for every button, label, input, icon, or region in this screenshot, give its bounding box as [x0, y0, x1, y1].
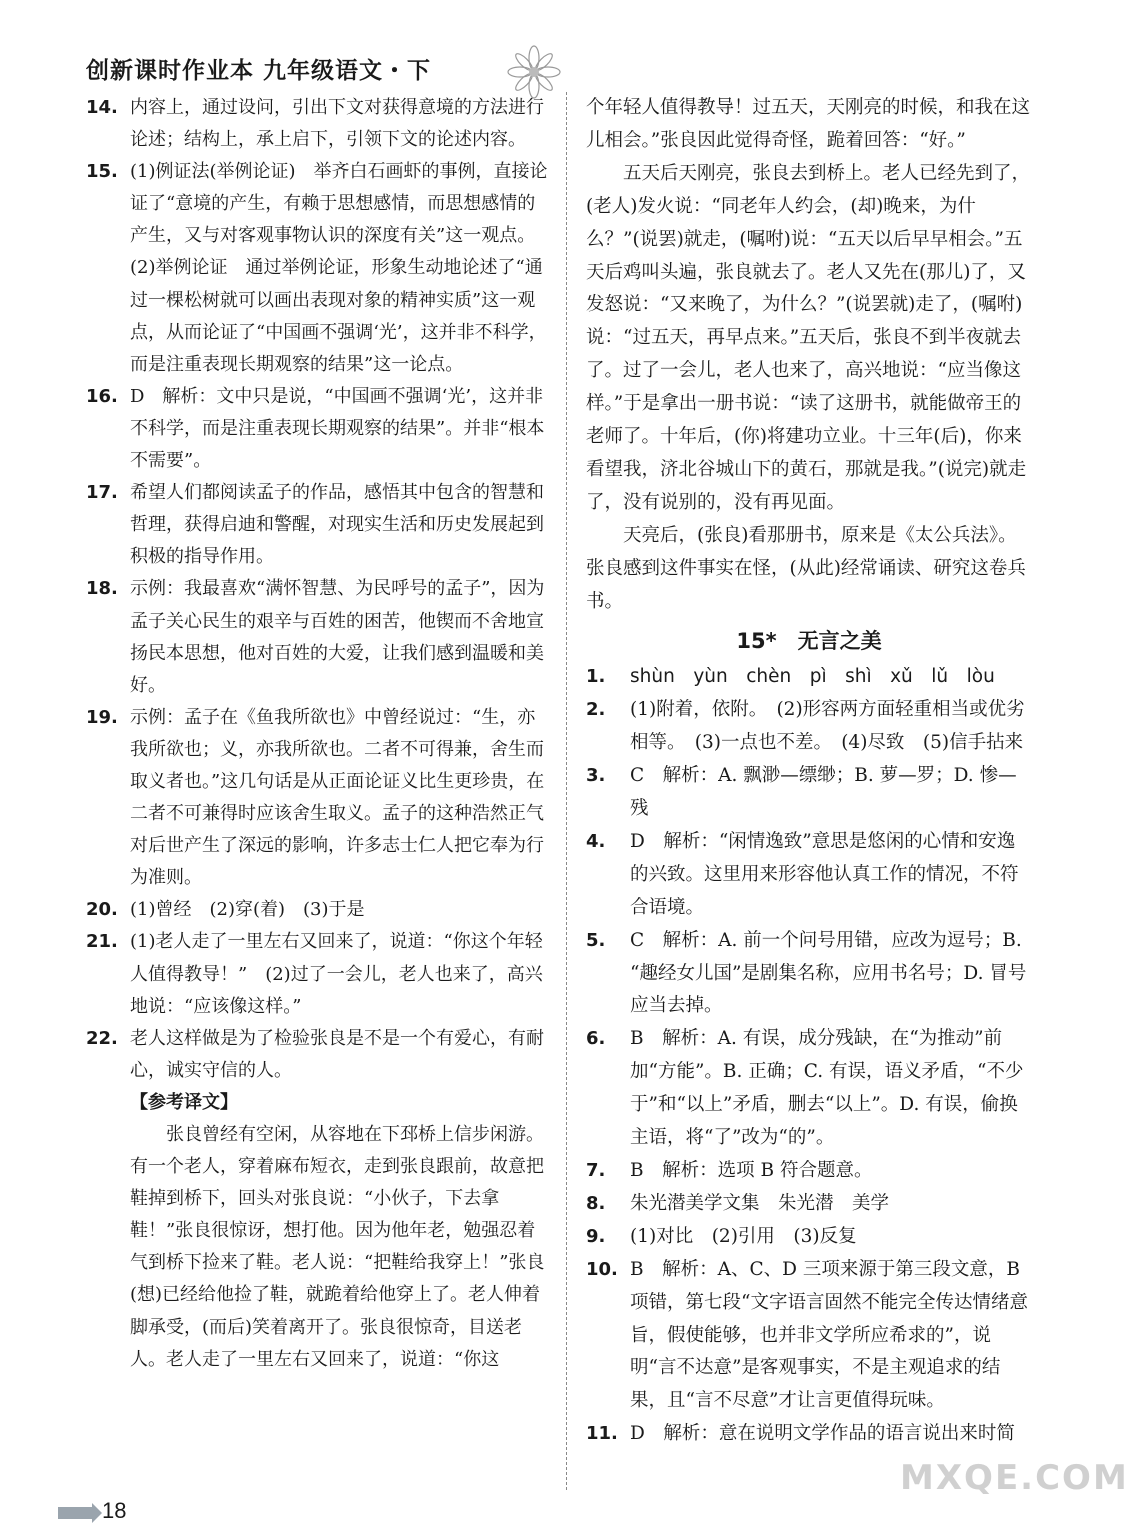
answer-text: (1)对比 (2)引用 (3)反复: [630, 1225, 857, 1247]
answer-21: [86, 926, 548, 1022]
answer-10: [586, 1254, 1032, 1419]
question-number: 21.: [86, 931, 118, 953]
answer-16: [86, 381, 548, 477]
answer-text: D 解析：意在说明文学作品的语言说出来时简: [630, 1423, 1015, 1445]
answer-text: 老人这样做是为了检验张良是不是一个有爱心，有耐心，诚实守信的人。: [130, 1027, 544, 1081]
answer-text: 示例：我最喜欢“满怀智慧、为民呼号的孟子”，因为孟子关心民生的艰辛与百姓的困苦，他锲而不舍地宣扬民本思想，他对百姓的大爱，让我们感到温暖和美好。: [130, 578, 545, 696]
answer-text: (2)举例论证 通过举例论证，形象生动地论述了“通过一棵松树就可以画出表现对象的精神实质”这一观点，从而论证了“中国画不强调‘光’，这并非不科学，而是注重表现长期观察的结果”这一论点。: [130, 257, 547, 375]
answer-7: [586, 1155, 1032, 1188]
question-number: 2.: [586, 699, 606, 721]
column-divider: [566, 92, 567, 1490]
question-number: 22.: [86, 1027, 118, 1049]
translation-paragraph: 天亮后，(张良)看那册书，原来是《太公兵法》。张良感到这件事实在怪，(从此)经常诵读、研究这卷兵书。: [586, 524, 1026, 612]
question-number: 4.: [586, 830, 606, 852]
answer-19: [86, 702, 548, 895]
question-number: 16.: [86, 385, 118, 407]
answer-text: D 解析：“闲情逸致”意思是悠闲的心情和安逸的兴致。这里用来形容他认真工作的情况，不符合语境。: [630, 830, 1019, 918]
right-column: [586, 92, 1032, 1451]
answer-8: [586, 1188, 1032, 1221]
answer-15: [86, 156, 548, 381]
answer-text: (1)曾经 (2)穿(着) (3)于是: [130, 899, 365, 921]
answer-text: 示例：孟子在《鱼我所欲也》中曾经说过：“生，亦我所欲也；义，亦我所欲也。二者不可得兼，舍生而取义者也。”这几句话是从正面论证义比生更珍贵，在二者不可兼得时应该舍生取义。孟子的这种浩然正气对后世产生了深远的影响，许多志士仁人把它奉为行为准则。: [130, 706, 545, 889]
answer-text: C 解析：A. 飘渺—缥缈；B. 萝—罗；D. 惨—残: [630, 765, 1017, 820]
answer-text: B 解析：选项 B 符合题意。: [630, 1160, 873, 1181]
question-number: 3.: [586, 765, 606, 787]
answer-22: [86, 1023, 548, 1087]
watermark: MXQE.COM: [900, 1458, 1129, 1498]
answer-text: D 解析：文中只是说，“中国画不强调‘光’，这并非不科学，而是注重表现长期观察的结果”。并非“根本不需要”。: [130, 385, 545, 472]
question-number: 14.: [86, 97, 118, 118]
question-number: 15.: [86, 161, 118, 183]
answer-1: [586, 661, 1032, 694]
answer-text: (1)老人走了一里左右又回来了，说道：“你这个年轻人值得教导！” (2)过了一会儿，老人也来了，高兴地说：“应该像这样。”: [130, 931, 543, 1017]
left-column: [86, 92, 548, 1376]
question-number: 11.: [586, 1423, 618, 1445]
translation-title: 【参考译文】: [130, 1091, 238, 1113]
answer-text: (1)例证法(举例论证) 举齐白石画虾的事例，直接论证了“意境的产生，有赖于思想感情，而思想感情的产生，又与对客观事物认识的深度有关”这一观点。: [130, 161, 548, 247]
page-number: 18: [102, 1498, 127, 1523]
pinyin-answer: shùn yùn chèn pì shì xǔ lǔ lòu: [630, 666, 995, 688]
answer-6: [586, 1023, 1032, 1155]
answer-text: 希望人们都阅读孟子的作品，感悟其中包含的智慧和哲理，获得启迪和警醒，对现实生活和历史发展起到积极的指导作用。: [130, 482, 544, 568]
answer-2: [586, 694, 1032, 760]
question-number: 17.: [86, 482, 118, 504]
answer-text: B 解析：A、C、D 三项来源于第三段文意，B 项错，第七段“文字语言固然不能完全传达情绪意旨，假使能够，也并非文学所应希求的”，说明“言不达意”是客观事实，不是主观追求的结果，且“言不尽意”才让言更值得玩味。: [630, 1258, 1028, 1412]
answer-17: [86, 477, 548, 573]
answer-11: [586, 1418, 1032, 1451]
question-number: 10.: [586, 1258, 618, 1280]
answer-text: 内容上，通过设问，引出下文对获得意境的方法进行论述；结构上，承上启下，引领下文的论述内容。: [130, 97, 544, 151]
question-number: 1.: [586, 666, 606, 688]
question-number: 20.: [86, 899, 118, 921]
answer-3: [586, 760, 1032, 826]
translation-paragraph: 五天后天刚亮，张良去到桥上。老人已经先到了，(老人)发火说：“同老年人约会，(却)晚来，为什么？”(说罢)就走，(嘱咐)说：“五天以后早早相会。”五天后鸡叫头遍，张良就去了。老人又先在(那儿)了，又发怒说：“又来晚了，为什么？”(说罢就)走了，(嘱咐)说：“过五天，再早点来。”五天后，张良不到半夜就去了。过了一会儿，老人也来了，高兴地说：“应当像这样。”于是拿出一册书说：“读了这册书，就能做帝王的老师了。十年后，(你)将建功立业。十三年(后)，你来看望我，济北谷城山下的黄石，那就是我。”(说完)就走了，没有说别的，没有再见面。: [586, 162, 1031, 513]
translation-paragraph: 张良曾经有空闲，从容地在下邳桥上信步闲游。有一个老人，穿着麻布短衣，走到张良跟前，故意把鞋掉到桥下，回头对张良说：“小伙子，下去拿鞋！”张良很惊讶，想打他。因为他年老，勉强忍着气到桥下捡来了鞋。老人说：“把鞋给我穿上！”张良(想)已经给他捡了鞋，就跪着给他穿上了。老人伸着脚承受，(而后)笑着离开了。张良很惊奇，目送老人。老人走了一里左右又回来了，说道：“你这: [130, 1124, 545, 1370]
book-title: 创新课时作业本 九年级语文・下: [86, 58, 432, 84]
answer-text: C 解析：A. 前一个问号用错，应改为逗号；B. “趣经女儿国”是剧集名称，应用书名号；D. 冒号应当去掉。: [630, 929, 1027, 1017]
answer-14: [86, 92, 548, 156]
answer-18: [86, 573, 548, 701]
arrow-icon: [58, 1507, 92, 1519]
question-number: 18.: [86, 578, 118, 600]
reference-translation: [86, 1087, 548, 1376]
question-number: 9.: [586, 1225, 606, 1247]
answer-20: [86, 894, 548, 926]
answer-9: [586, 1221, 1032, 1254]
question-number: 5.: [586, 929, 606, 951]
answer-text: 朱光潜美学文集 朱光潜 美学: [630, 1192, 890, 1214]
answer-text: B 解析：A. 有误，成分残缺，在“为推动”前加“方能”。B. 正确；C. 有误，语义矛盾，“不少于”和“以上”矛盾，删去“以上”。D. 有误，偷换主语，将“了”改为“的”。: [630, 1028, 1024, 1149]
answer-text: (1)附着，依附。 (2)形容两方面轻重相当或优劣相等。 (3)一点也不差。 (4)尽致 (5)信手拈来: [630, 699, 1025, 754]
question-number: 6.: [586, 1028, 606, 1050]
question-number: 7.: [586, 1160, 606, 1181]
question-number: 19.: [86, 706, 118, 728]
question-number: 8.: [586, 1192, 606, 1214]
answer-4: [586, 826, 1032, 925]
translation-continued: 个年轻人值得教导！过五天，天刚亮的时候，和我在这儿相会。”张良因此觉得奇怪，跪着回答：“好。”: [586, 97, 1031, 151]
answer-5: [586, 925, 1032, 1024]
lesson-title: 15* 无言之美: [736, 628, 882, 653]
